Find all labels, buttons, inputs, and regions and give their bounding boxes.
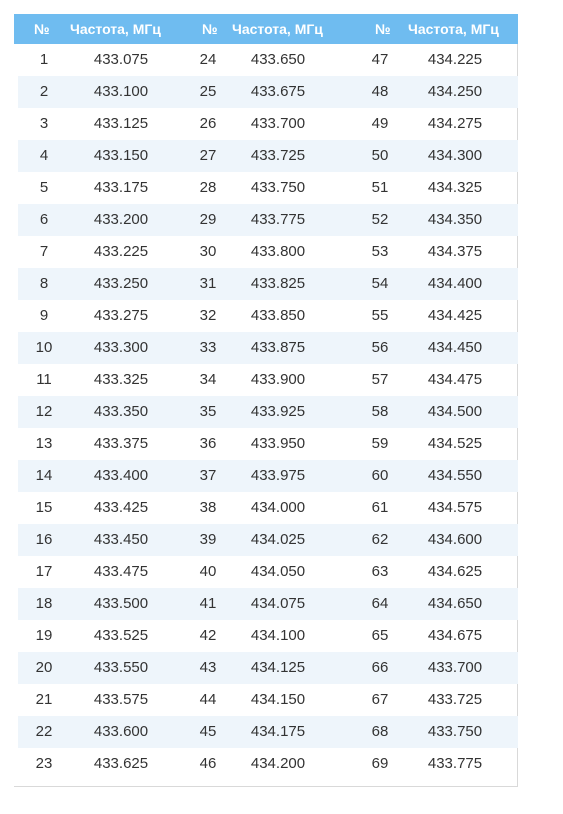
cell-frequency-3: 434.250 xyxy=(427,83,483,100)
cell-number-2: 36 xyxy=(199,435,217,452)
cell-number-3: 61 xyxy=(371,499,389,516)
cell-number-3: 47 xyxy=(371,51,389,68)
cell-frequency-3: 434.675 xyxy=(427,627,483,644)
cell-frequency-3: 434.550 xyxy=(427,467,483,484)
cell-number-2: 30 xyxy=(199,243,217,260)
cell-frequency-3: 434.475 xyxy=(427,371,483,388)
cell-frequency-1: 433.250 xyxy=(93,275,149,292)
cell-frequency-2: 433.775 xyxy=(250,211,306,228)
cell-number-2: 27 xyxy=(199,147,217,164)
cell-number-2: 33 xyxy=(199,339,217,356)
header-frequency-3: Частота, МГц xyxy=(408,21,499,37)
table-row xyxy=(18,76,518,108)
cell-number-1: 15 xyxy=(35,499,53,516)
table-row xyxy=(18,204,518,236)
cell-frequency-1: 433.150 xyxy=(93,147,149,164)
cell-frequency-2: 433.750 xyxy=(250,179,306,196)
cell-number-3: 57 xyxy=(371,371,389,388)
table-row xyxy=(18,748,518,780)
cell-number-1: 10 xyxy=(35,339,53,356)
cell-number-1: 3 xyxy=(39,115,49,132)
cell-frequency-1: 433.100 xyxy=(93,83,149,100)
cell-frequency-2: 433.875 xyxy=(250,339,306,356)
cell-frequency-1: 433.575 xyxy=(93,691,149,708)
cell-frequency-1: 433.175 xyxy=(93,179,149,196)
cell-number-1: 23 xyxy=(35,755,53,772)
cell-frequency-1: 433.375 xyxy=(93,435,149,452)
table-row xyxy=(18,428,518,460)
cell-number-2: 32 xyxy=(199,307,217,324)
cell-frequency-1: 433.275 xyxy=(93,307,149,324)
cell-number-3: 64 xyxy=(371,595,389,612)
cell-number-2: 44 xyxy=(199,691,217,708)
cell-number-1: 2 xyxy=(39,83,49,100)
cell-frequency-2: 434.075 xyxy=(250,595,306,612)
cell-frequency-1: 433.525 xyxy=(93,627,149,644)
cell-number-3: 58 xyxy=(371,403,389,420)
table-row xyxy=(18,492,518,524)
cell-frequency-3: 433.725 xyxy=(427,691,483,708)
cell-frequency-1: 433.350 xyxy=(93,403,149,420)
cell-number-2: 38 xyxy=(199,499,217,516)
header-number-2: № xyxy=(202,21,218,37)
cell-frequency-2: 434.050 xyxy=(250,563,306,580)
table-row xyxy=(18,396,518,428)
cell-number-3: 53 xyxy=(371,243,389,260)
table-row xyxy=(18,460,518,492)
cell-frequency-1: 433.600 xyxy=(93,723,149,740)
cell-frequency-1: 433.075 xyxy=(93,51,149,68)
cell-number-1: 16 xyxy=(35,531,53,548)
cell-frequency-2: 434.125 xyxy=(250,659,306,676)
cell-number-1: 20 xyxy=(35,659,53,676)
cell-frequency-2: 433.725 xyxy=(250,147,306,164)
cell-number-3: 66 xyxy=(371,659,389,676)
cell-number-1: 22 xyxy=(35,723,53,740)
cell-frequency-1: 433.325 xyxy=(93,371,149,388)
cell-number-2: 35 xyxy=(199,403,217,420)
frequency-table xyxy=(14,14,518,787)
cell-frequency-1: 433.225 xyxy=(93,243,149,260)
cell-number-2: 39 xyxy=(199,531,217,548)
cell-frequency-2: 434.150 xyxy=(250,691,306,708)
cell-number-1: 18 xyxy=(35,595,53,612)
cell-frequency-2: 433.850 xyxy=(250,307,306,324)
cell-frequency-1: 433.125 xyxy=(93,115,149,132)
cell-number-2: 26 xyxy=(199,115,217,132)
cell-frequency-2: 433.925 xyxy=(250,403,306,420)
cell-number-1: 11 xyxy=(36,371,52,388)
cell-frequency-2: 433.975 xyxy=(250,467,306,484)
cell-number-3: 48 xyxy=(371,83,389,100)
cell-frequency-2: 434.175 xyxy=(250,723,306,740)
cell-number-2: 42 xyxy=(199,627,217,644)
cell-frequency-3: 434.275 xyxy=(427,115,483,132)
cell-number-3: 60 xyxy=(371,467,389,484)
cell-frequency-3: 434.525 xyxy=(427,435,483,452)
header-number-3: № xyxy=(375,21,391,37)
cell-number-2: 34 xyxy=(199,371,217,388)
table-row xyxy=(18,236,518,268)
cell-number-1: 8 xyxy=(39,275,49,292)
table-header xyxy=(14,14,518,44)
table-row xyxy=(18,140,518,172)
cell-frequency-2: 433.650 xyxy=(250,51,306,68)
cell-frequency-3: 433.775 xyxy=(427,755,483,772)
cell-frequency-3: 434.575 xyxy=(427,499,483,516)
cell-frequency-2: 433.675 xyxy=(250,83,306,100)
cell-number-3: 55 xyxy=(371,307,389,324)
cell-number-2: 31 xyxy=(199,275,217,292)
header-number-1: № xyxy=(34,21,50,37)
cell-number-3: 62 xyxy=(371,531,389,548)
cell-number-3: 59 xyxy=(371,435,389,452)
cell-number-3: 68 xyxy=(371,723,389,740)
table-row xyxy=(18,556,518,588)
cell-frequency-2: 433.900 xyxy=(250,371,306,388)
table-row xyxy=(18,652,518,684)
cell-frequency-3: 434.600 xyxy=(427,531,483,548)
cell-frequency-3: 434.225 xyxy=(427,51,483,68)
cell-number-3: 65 xyxy=(371,627,389,644)
cell-frequency-3: 433.700 xyxy=(427,659,483,676)
cell-number-2: 37 xyxy=(199,467,217,484)
cell-number-2: 41 xyxy=(199,595,217,612)
cell-number-1: 5 xyxy=(39,179,49,196)
table-row xyxy=(18,300,518,332)
cell-frequency-1: 433.400 xyxy=(93,467,149,484)
cell-frequency-1: 433.300 xyxy=(93,339,149,356)
cell-frequency-1: 433.625 xyxy=(93,755,149,772)
cell-number-1: 6 xyxy=(39,211,49,228)
cell-frequency-3: 434.375 xyxy=(427,243,483,260)
cell-frequency-3: 434.350 xyxy=(427,211,483,228)
table-row xyxy=(18,588,518,620)
cell-number-3: 67 xyxy=(371,691,389,708)
cell-frequency-1: 433.450 xyxy=(93,531,149,548)
cell-frequency-3: 434.650 xyxy=(427,595,483,612)
cell-frequency-3: 433.750 xyxy=(427,723,483,740)
cell-frequency-3: 434.500 xyxy=(427,403,483,420)
cell-number-1: 4 xyxy=(39,147,49,164)
cell-frequency-2: 434.000 xyxy=(250,499,306,516)
cell-number-3: 63 xyxy=(371,563,389,580)
cell-number-3: 49 xyxy=(371,115,389,132)
cell-number-2: 46 xyxy=(199,755,217,772)
cell-number-3: 52 xyxy=(371,211,389,228)
cell-frequency-3: 434.325 xyxy=(427,179,483,196)
table-row xyxy=(18,716,518,748)
cell-frequency-3: 434.425 xyxy=(427,307,483,324)
cell-frequency-2: 433.800 xyxy=(250,243,306,260)
cell-number-1: 1 xyxy=(39,51,49,68)
table-row xyxy=(18,44,518,76)
table-row xyxy=(18,268,518,300)
cell-frequency-1: 433.550 xyxy=(93,659,149,676)
table-row xyxy=(18,684,518,716)
cell-frequency-2: 434.025 xyxy=(250,531,306,548)
cell-frequency-3: 434.450 xyxy=(427,339,483,356)
cell-frequency-1: 433.500 xyxy=(93,595,149,612)
cell-frequency-2: 434.200 xyxy=(250,755,306,772)
table-row xyxy=(18,172,518,204)
table-row xyxy=(18,364,518,396)
table-row xyxy=(18,524,518,556)
table-row xyxy=(18,108,518,140)
cell-frequency-2: 433.700 xyxy=(250,115,306,132)
cell-number-1: 21 xyxy=(35,691,53,708)
cell-number-3: 51 xyxy=(371,179,389,196)
cell-frequency-2: 433.950 xyxy=(250,435,306,452)
cell-number-1: 17 xyxy=(35,563,53,580)
cell-number-1: 14 xyxy=(35,467,53,484)
header-frequency-1: Частота, МГц xyxy=(70,21,161,37)
cell-number-2: 28 xyxy=(199,179,217,196)
cell-number-3: 69 xyxy=(371,755,389,772)
cell-number-2: 25 xyxy=(199,83,217,100)
cell-number-1: 12 xyxy=(35,403,53,420)
cell-number-1: 9 xyxy=(39,307,49,324)
cell-number-1: 7 xyxy=(39,243,49,260)
cell-frequency-2: 433.825 xyxy=(250,275,306,292)
cell-frequency-2: 434.100 xyxy=(250,627,306,644)
cell-frequency-3: 434.300 xyxy=(427,147,483,164)
cell-frequency-3: 434.625 xyxy=(427,563,483,580)
cell-frequency-1: 433.200 xyxy=(93,211,149,228)
cell-number-1: 19 xyxy=(35,627,53,644)
cell-number-3: 54 xyxy=(371,275,389,292)
cell-number-3: 56 xyxy=(371,339,389,356)
cell-number-2: 24 xyxy=(199,51,217,68)
cell-frequency-1: 433.475 xyxy=(93,563,149,580)
cell-number-2: 45 xyxy=(199,723,217,740)
cell-number-2: 43 xyxy=(199,659,217,676)
cell-number-3: 50 xyxy=(371,147,389,164)
cell-number-1: 13 xyxy=(35,435,53,452)
cell-number-2: 29 xyxy=(199,211,217,228)
cell-frequency-3: 434.400 xyxy=(427,275,483,292)
table-row xyxy=(18,620,518,652)
table-row xyxy=(18,332,518,364)
cell-frequency-1: 433.425 xyxy=(93,499,149,516)
header-frequency-2: Частота, МГц xyxy=(232,21,323,37)
cell-number-2: 40 xyxy=(199,563,217,580)
